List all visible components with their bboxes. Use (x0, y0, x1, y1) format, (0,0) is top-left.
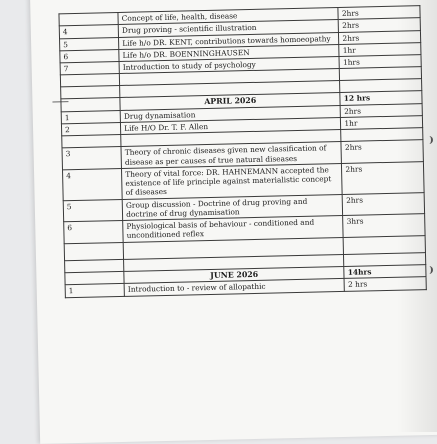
topic-cell: Drug proving - scientific illustration (118, 20, 338, 37)
topic-cell: Life H/O Dr. T. F. Allen (121, 118, 341, 135)
topic-cell: Introduction to - review of allopathic (124, 279, 344, 296)
hours-cell: 2 hrs (344, 277, 426, 291)
topic-cell: Theory of vital force: DR. HAHNEMANN accepted the existence of life principle against materialistic concept of diseases (122, 163, 343, 199)
topic-cell: Physiological basis of behaviour - conditioned and unconditioned reflex (123, 216, 344, 242)
document-page (30, 0, 437, 444)
month-label: APRIL 2026 (120, 93, 340, 111)
row-number: 3 (62, 147, 122, 170)
hours-cell: 2hrs (341, 104, 423, 118)
row-number: 1 (61, 110, 120, 124)
hours-cell: 2hrs (339, 30, 421, 44)
hours-cell: 1hrs (339, 55, 421, 69)
topic-cell: Drug dynamisation (120, 105, 340, 122)
hours-cell: 2hrs (342, 162, 424, 195)
row-number: 5 (63, 199, 123, 222)
hours-cell: 1hr (341, 116, 423, 130)
hours-cell: 2hrs (343, 192, 425, 215)
hours-cell: 2hrs (339, 18, 421, 32)
row-number: 4 (62, 168, 122, 200)
row-number: 1 (65, 284, 124, 298)
schedule-table (58, 5, 426, 298)
page-shadow (397, 0, 437, 432)
month-total-hours: 14hrs (344, 264, 426, 279)
hours-cell: 2hrs (341, 140, 423, 163)
month-total-hours: 12 hrs (340, 91, 422, 106)
row-number: 6 (64, 221, 124, 244)
hours-cell: 1hr (339, 42, 421, 56)
binding-hole-mark (425, 136, 433, 144)
topic-cell: Theory of chronic diseases given new classification of disease as per causes of true natural diseases (121, 142, 342, 168)
binding-hole-mark (425, 266, 433, 274)
topic-cell: Life h/o DR. KENT, contributions towards homoeopathy (119, 32, 339, 49)
row-number: 6 (60, 49, 119, 63)
row-number: 7 (60, 61, 119, 75)
topic-cell: Introduction to study of psychology (119, 56, 339, 73)
topic-cell: Life h/o DR. BOENNINGHAUSEN (119, 44, 339, 61)
topic-cell: Concept of life, health, disease (118, 8, 338, 25)
row-number: 5 (60, 37, 119, 51)
month-label: JUNE 2026 (124, 266, 344, 284)
row-number: 2 (61, 123, 120, 137)
hours-cell: 3hrs (343, 214, 425, 237)
row-number: 4 (59, 25, 118, 39)
topic-cell: Group discussion - Doctrine of drug proving and doctrine of drug dynamisation (122, 194, 343, 220)
hours-cell: 2hrs (338, 6, 420, 20)
